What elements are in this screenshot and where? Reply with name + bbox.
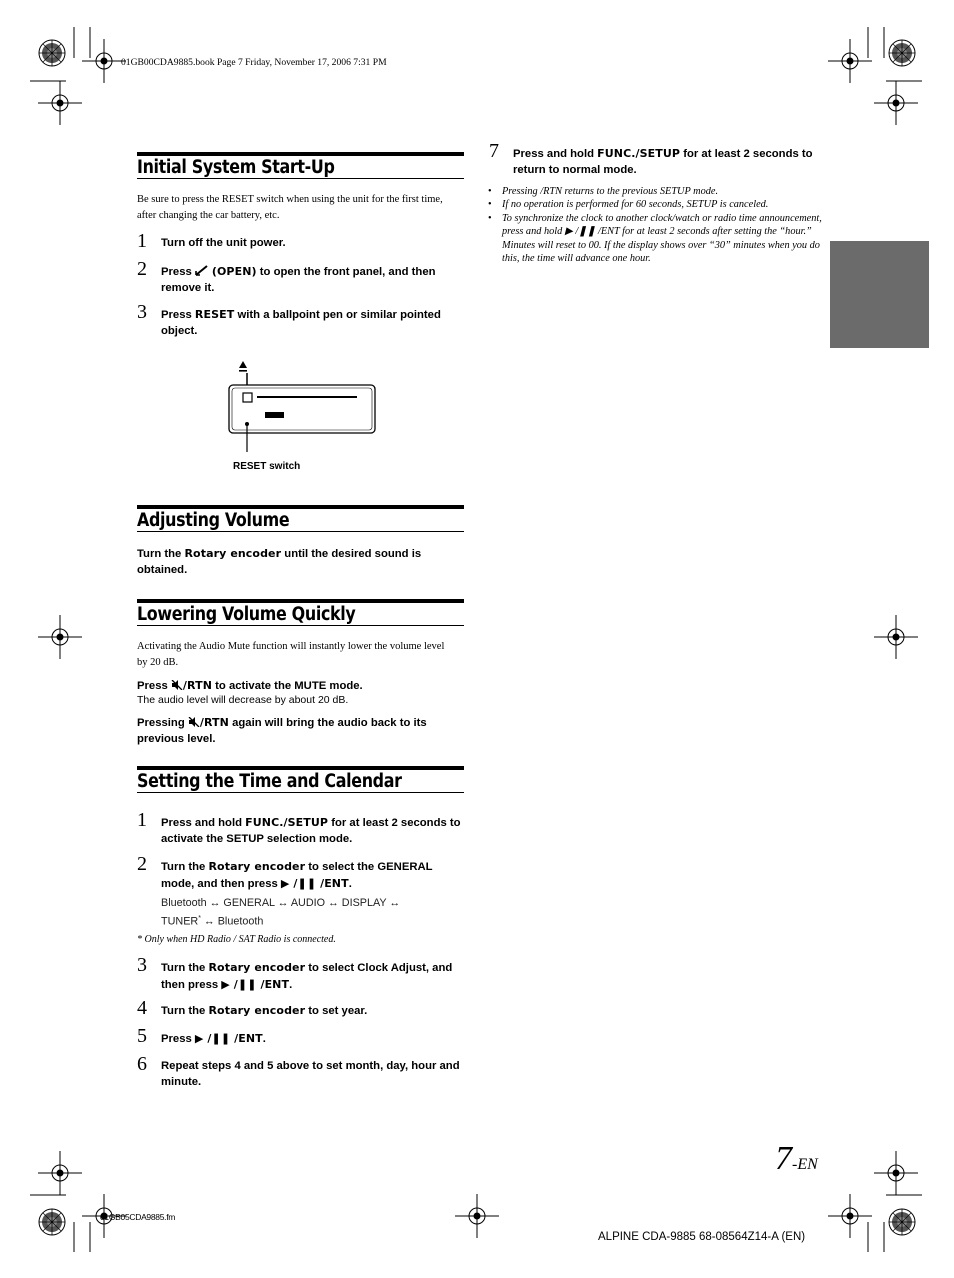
step-text-pre: Turn the — [161, 962, 209, 974]
instruction-post: again will bring the audio back to its previous level. — [137, 717, 427, 745]
step-text — [161, 264, 466, 296]
section-heading-volume — [137, 505, 464, 532]
reset-key: RESET — [194, 308, 235, 321]
instruction-pre: Turn the — [137, 548, 185, 560]
mute-note: The audio level will decrease by about 20 dB. — [137, 694, 349, 706]
play-pause-ent-key: ▶ /❚❚ /ENT — [280, 876, 349, 890]
instruction-pre: Pressing — [137, 717, 188, 729]
header-stamp: 01GB00CDA9885.book Page 7 Friday, November 17, 2006 7:31 PM — [121, 57, 387, 68]
mode-cycle-line-1: Bluetooth ↔ GENERAL ↔ AUDIO ↔ DISPLAY ↔ — [161, 897, 401, 909]
section-heading-time — [137, 766, 464, 793]
footnote: * Only when HD Radio / SAT Radio is connected. — [137, 934, 336, 945]
page-number-suffix: -EN — [792, 1156, 818, 1173]
step-number: 6 — [137, 1053, 147, 1075]
rotary-encoder-key: Rotary encoder — [208, 1004, 306, 1017]
step-text-pre: Turn the — [161, 1005, 209, 1017]
rtn-key: /RTN — [199, 716, 229, 729]
step-text-pre: Press — [161, 309, 195, 321]
step-number: 1 — [137, 809, 147, 831]
step-number: 5 — [137, 1025, 147, 1047]
step-text-pre: Press — [161, 266, 195, 278]
step-text-post: with a ballpoint pen or similar pointed object. — [161, 309, 441, 337]
step-number: 1 — [137, 230, 147, 252]
page-number — [775, 1140, 818, 1178]
section-tab — [830, 241, 929, 348]
step-text — [161, 815, 466, 847]
func-setup-key: FUNC./SETUP — [597, 147, 681, 160]
front-panel-illustration — [225, 352, 385, 452]
footer-stamp: 01GB05CDA9885.fm — [100, 1212, 176, 1222]
step-number: 7 — [489, 140, 499, 162]
step-text-post: for at least 2 seconds to activate the SETUP selection mode. — [161, 817, 461, 845]
step-text — [161, 307, 466, 339]
rotary-encoder-key: Rotary encoder — [208, 860, 306, 873]
step-text-post: to select Clock Adjust, and then press — [161, 962, 453, 991]
step-text-post: to open the front panel, and then remove it. — [161, 266, 436, 294]
play-pause-ent-key: ▶ /❚❚ /ENT — [194, 1032, 263, 1045]
section-heading-startup — [137, 152, 464, 179]
open-icon — [195, 265, 208, 276]
section-heading-mute — [137, 599, 464, 626]
volume-title: Adjusting Volume — [137, 510, 290, 531]
step-text — [161, 1003, 466, 1020]
step-number: 3 — [137, 301, 147, 323]
mode-cycle — [161, 896, 451, 930]
page-number-digit: 7 — [775, 1140, 792, 1177]
step-text-post: . — [289, 978, 293, 991]
time-title: Setting the Time and Calendar — [137, 771, 402, 792]
step-text — [513, 146, 818, 178]
step-number: 3 — [137, 954, 147, 976]
note-item: • If no operation is performed for 60 seconds, SETUP is canceled. — [487, 198, 822, 211]
note-item: • Pressing /RTN returns to the previous SETUP mode. — [487, 185, 822, 198]
startup-intro: Be sure to press the RESET switch when using the unit for the first time, after changing the car battery, etc. — [137, 194, 443, 221]
step-text: Turn off the unit power. — [161, 237, 286, 249]
notes-list — [487, 185, 822, 265]
open-key: (OPEN) — [207, 265, 257, 278]
rtn-key: /RTN — [182, 679, 213, 692]
play-pause-ent-key: ▶ /❚❚ /ENT — [221, 977, 290, 991]
instruction-pre: Press — [137, 680, 171, 692]
mode-bluetooth: ↔ Bluetooth — [200, 915, 264, 928]
step-number: 2 — [137, 853, 147, 875]
mode-cycle-line-2 — [161, 911, 451, 930]
mute-icon — [171, 680, 183, 690]
footnote-marker: * — [198, 915, 201, 922]
step-number: 2 — [137, 258, 147, 280]
step-text-post: . — [262, 1033, 266, 1045]
rotary-encoder-key: Rotary encoder — [208, 961, 306, 974]
step-text-post: . — [348, 877, 352, 890]
mute-intro: Activating the Audio Mute function will instantly lower the volume level by 20 dB. — [137, 641, 445, 668]
startup-title: Initial System Start-Up — [137, 157, 335, 178]
step-text — [161, 859, 466, 892]
mute-press-instruction — [137, 678, 467, 695]
step-number: 4 — [137, 997, 147, 1019]
step-text-pre: Press — [161, 1033, 195, 1045]
note-item: • To synchronize the clock to another clock/watch or radio time announcement, press and hold ▶ /❚❚ /ENT for at least 2 seconds after setting the “hour.” Minutes will reset to 00. If the display shows over “30” minutes when you do this, the time will advance one hour. — [487, 212, 822, 266]
mute-icon — [188, 717, 200, 727]
step-text: Repeat steps 4 and 5 above to set month, day, hour and minute. — [161, 1060, 460, 1088]
func-setup-key: FUNC./SETUP — [245, 816, 329, 829]
rotary-encoder-key: Rotary encoder — [184, 547, 282, 560]
instruction-post: until the desired sound is obtained. — [137, 548, 422, 576]
step-text-pre: Turn the — [161, 861, 209, 873]
mode-tuner: TUNER — [161, 915, 199, 928]
instruction-post: to activate the MUTE mode. — [212, 680, 363, 692]
mute-title: Lowering Volume Quickly — [137, 604, 356, 625]
step-text — [161, 1031, 466, 1048]
step-text-pre: Press and hold — [161, 817, 246, 829]
mute-again-instruction — [137, 715, 467, 747]
volume-instruction — [137, 546, 467, 578]
step-text-post: to select the GENERAL mode, and then press — [161, 861, 433, 890]
step-text — [161, 960, 466, 993]
eject-icon — [239, 361, 247, 368]
footer-model-code: ALPINE CDA-9885 68-08564Z14-A (EN) — [598, 1231, 806, 1243]
step-text-pre: Press and hold — [513, 148, 598, 160]
step-text-post: for at least 2 seconds to return to normal mode. — [513, 148, 813, 176]
step-text-post: to set year. — [305, 1005, 368, 1017]
reset-switch-caption: RESET switch — [233, 461, 301, 472]
